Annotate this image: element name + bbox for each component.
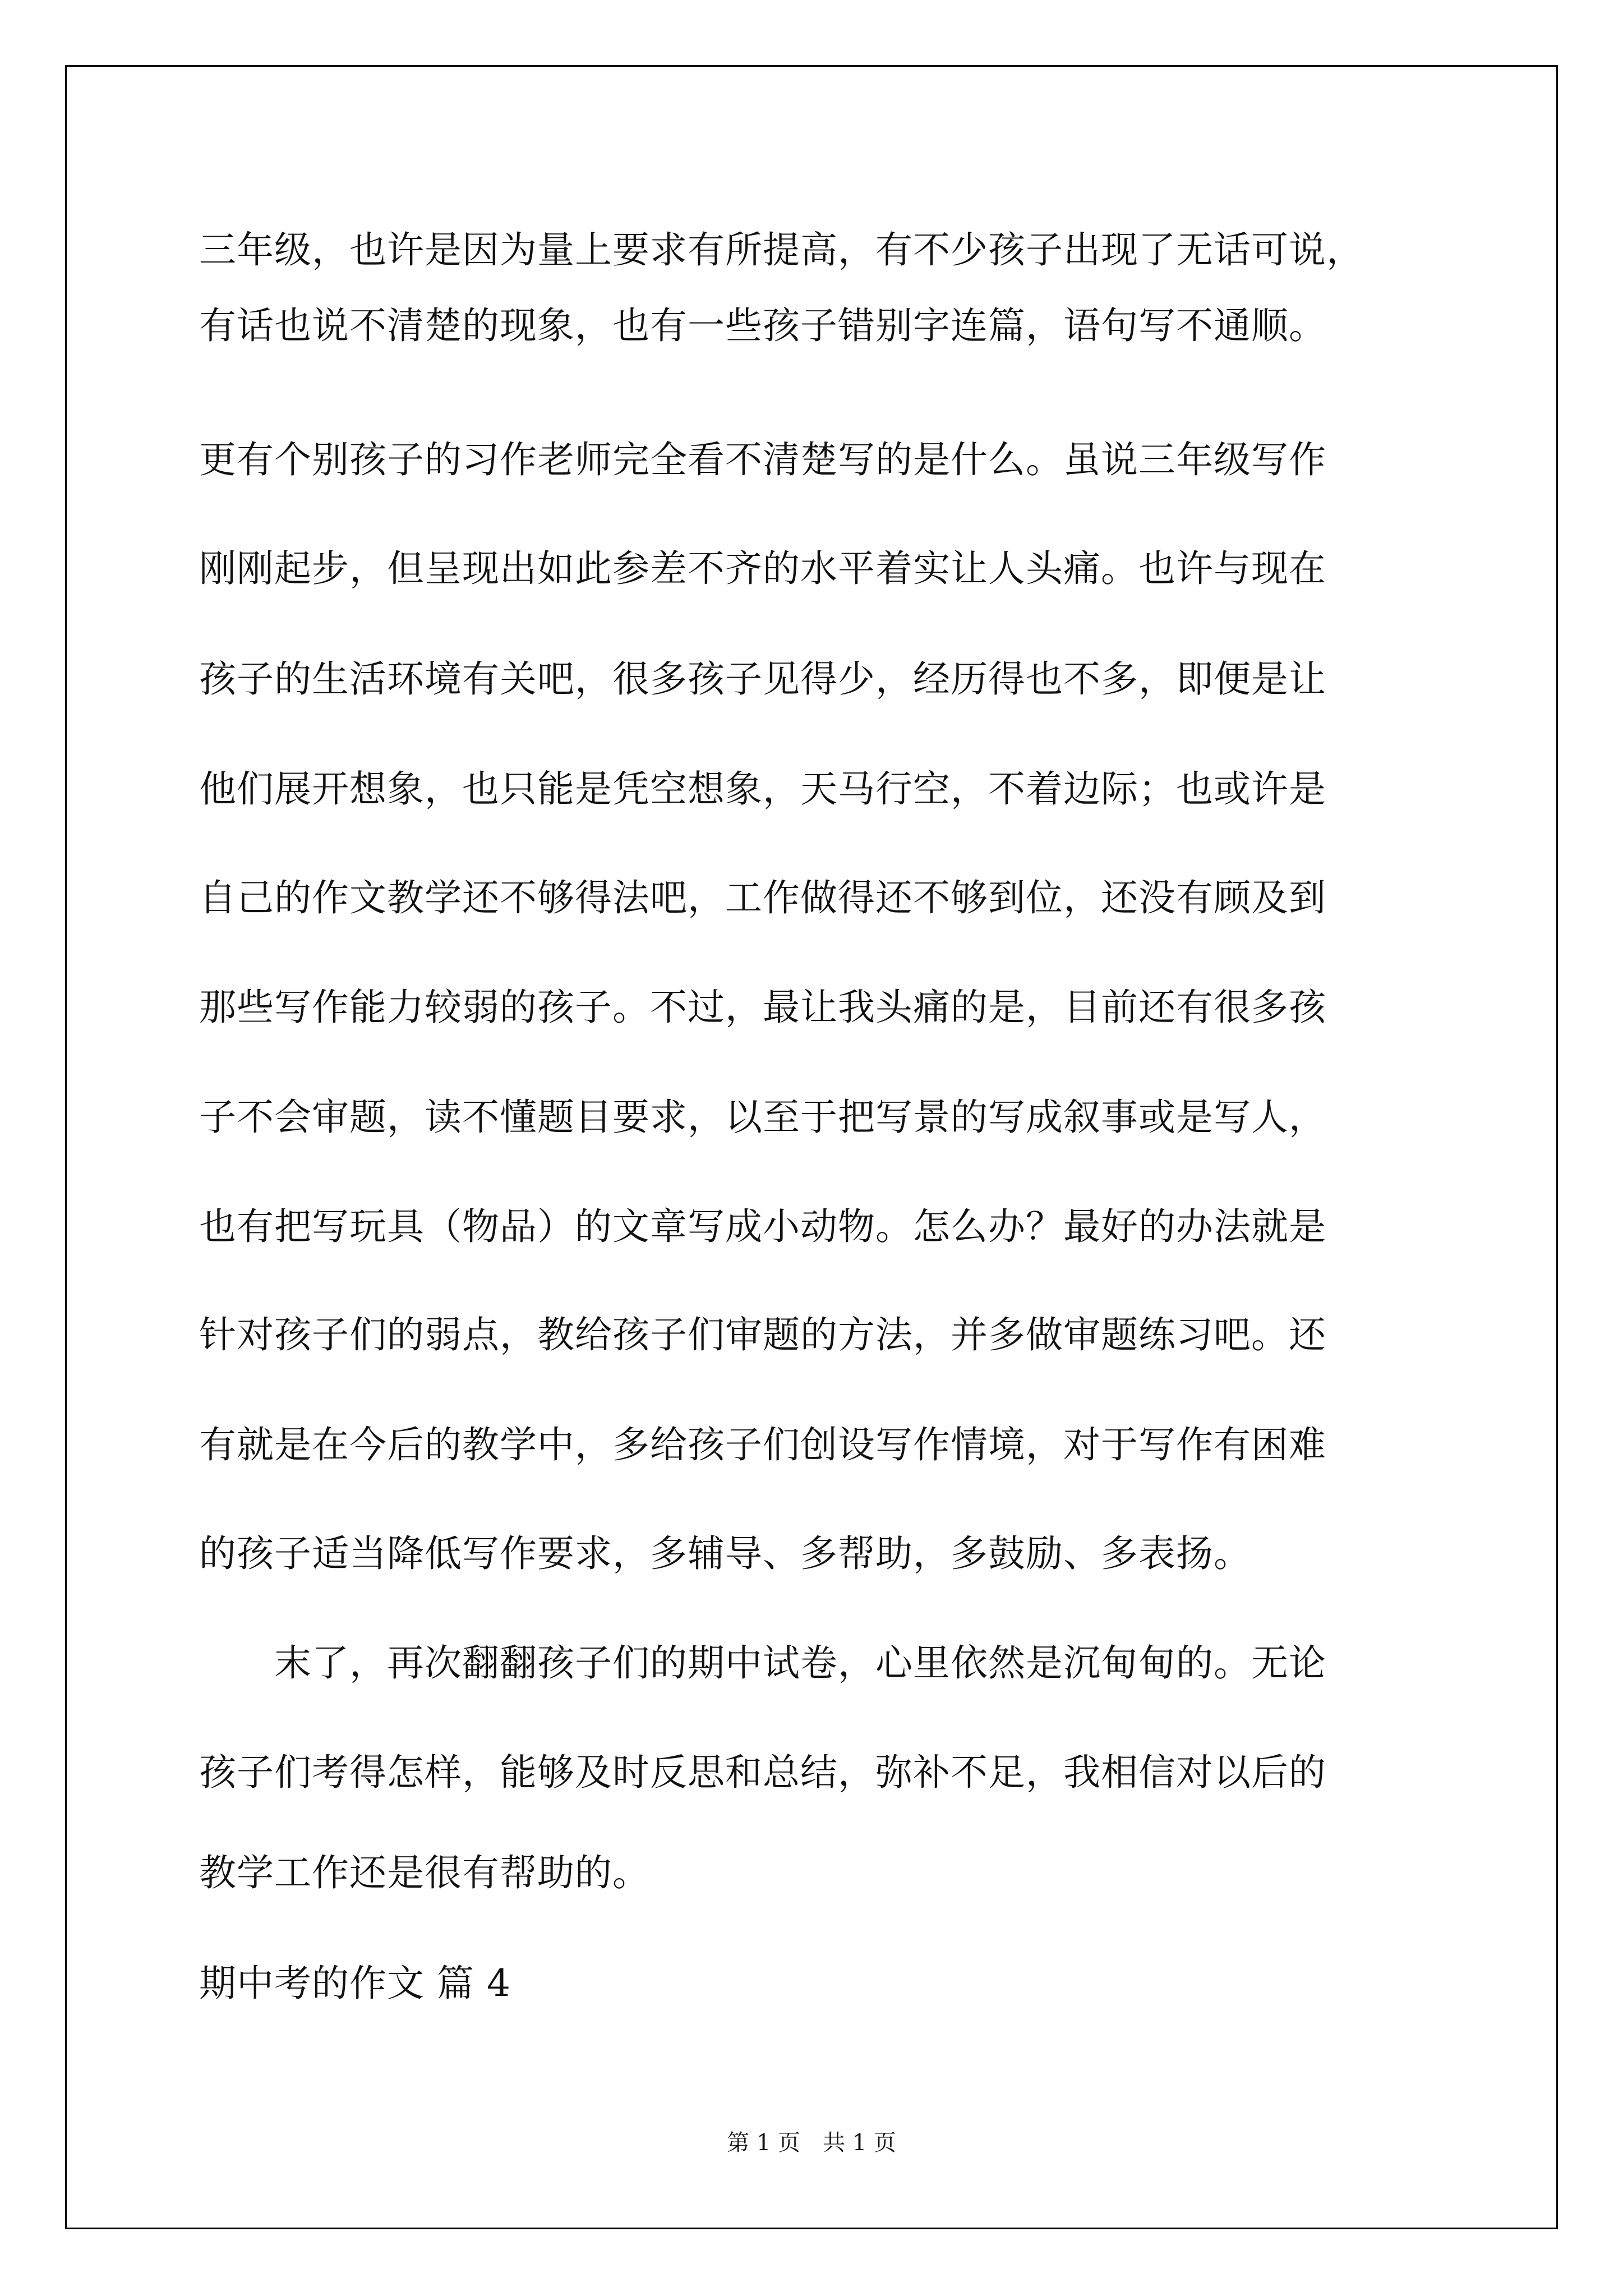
body-text-line: 针对孩子们的弱点，教给孩子们审题的方法，并多做审题练习吧。还 bbox=[199, 1313, 1326, 1356]
body-text-line: 那些写作能力较弱的孩子。不过，最让我头痛的是，目前还有很多孩 bbox=[199, 986, 1326, 1029]
page-footer: 第 1 页 共 1 页 bbox=[727, 2130, 896, 2156]
body-text-line: 的孩子适当降低写作要求，多辅导、多帮助，多鼓励、多表扬。 bbox=[199, 1532, 1251, 1575]
body-text-line: 更有个别孩子的习作老师完全看不清楚写的是什么。虽说三年级写作 bbox=[199, 438, 1326, 481]
page-border bbox=[65, 65, 1558, 2229]
section-heading: 期中考的作文 篇 4 bbox=[199, 1962, 511, 2005]
body-text-line: 末了，再次翻翻孩子们的期中试卷，心里依然是沉甸甸的。无论 bbox=[199, 1641, 1326, 1685]
body-text-line: 自己的作文教学还不够得法吧，工作做得还不够到位，还没有顾及到 bbox=[199, 876, 1326, 919]
body-text-line: 教学工作还是很有帮助的。 bbox=[199, 1851, 650, 1894]
body-text-line: 孩子的生活环境有关吧，很多孩子见得少，经历得也不多，即便是让 bbox=[199, 657, 1326, 701]
body-text-line: 子不会审题，读不懂题目要求，以至于把写景的写成叙事或是写人， bbox=[199, 1096, 1326, 1139]
body-text-line: 也有把写玩具（物品）的文章写成小动物。怎么办？最好的办法就是 bbox=[199, 1205, 1326, 1248]
body-text-line: 有话也说不清楚的现象，也有一些孩子错别字连篇，语句写不通顺。 bbox=[199, 304, 1326, 347]
body-text-line: 刚刚起步，但呈现出如此参差不齐的水平着实让人头痛。也许与现在 bbox=[199, 547, 1326, 590]
body-text-line: 孩子们考得怎样，能够及时反思和总结，弥补不足，我相信对以后的 bbox=[199, 1751, 1326, 1794]
body-text-line: 他们展开想象，也只能是凭空想象，天马行空，不着边际；也或许是 bbox=[199, 767, 1326, 811]
body-text-line: 三年级，也许是因为量上要求有所提高，有不少孩子出现了无话可说， bbox=[199, 228, 1364, 272]
body-text-line: 有就是在今后的教学中，多给孩子们创设写作情境，对于写作有困难 bbox=[199, 1423, 1326, 1466]
